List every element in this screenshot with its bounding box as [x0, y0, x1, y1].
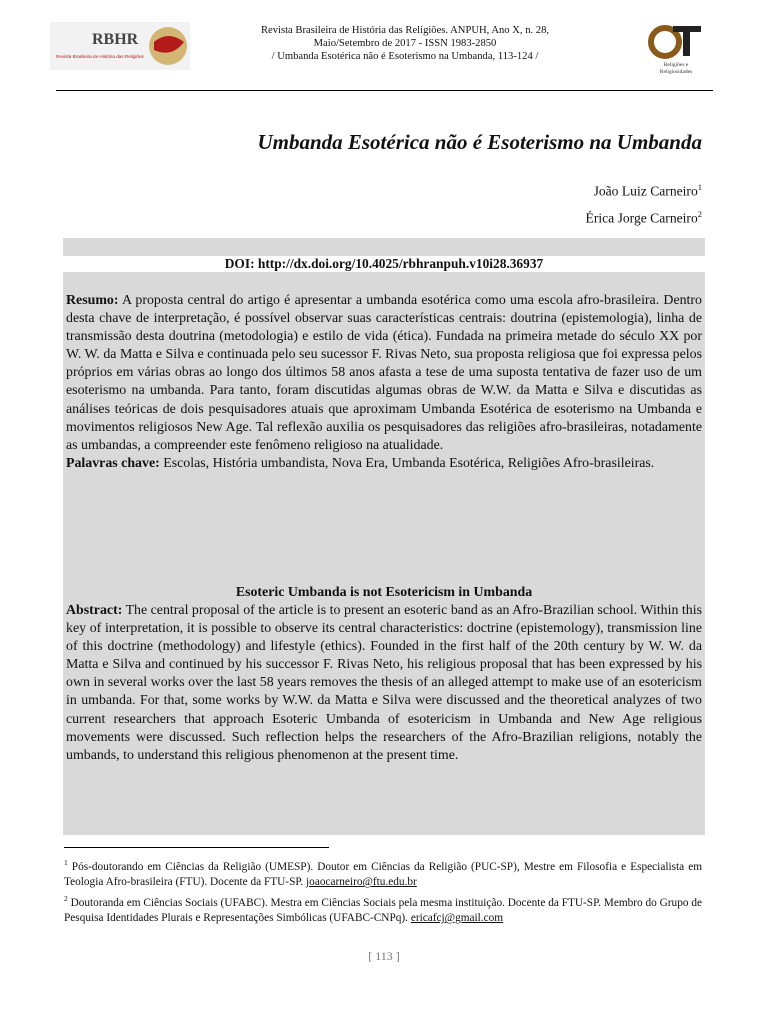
abstract-text: The central proposal of the article is to present an esoteric band as an Afro-Brazilian school. Within this key of interpretation, it is possible to observe its central characteristics: doctrine (epistemology), transmission line of this doctrine (methodology) and lifestyle (ethics). Founded in the first half of the 20th century by W. W. da Matta e Silva and continued by his successor F. Rivas Neto, his religious proposal that has been expressed by his own in several works over the last 58 years removes the thesis of an alleged attempt to make use of an esotericism in umbanda. For that, some works by W.W. da Matta e Silva were discussed and the theoretical analyzes of two current researchers that approach Esoteric Umbanda of esotericism in Umbanda and New Age religious movements were discussed. Such reflection helps the researchers of the Afro-Brazilian religions, notably the umbands, to understand this religious phenomenon at the present time. — [66, 603, 702, 763]
journal-line-3: / Umbanda Esotérica não é Esoterismo na Umbanda, 113-124 / — [271, 51, 539, 62]
footnotes — [64, 855, 702, 927]
svg-text:Religiões e: Religiões e — [663, 62, 689, 68]
svg-text:RBHR: RBHR — [92, 31, 139, 48]
rbhr-logo — [50, 22, 190, 70]
header-rule — [56, 90, 713, 91]
footnote-2: $^2$ Doutoranda em Ciências Sociais (UFABC). Mestra em Ciências Sociais pela mesma instituição. Docente da FTU-SP. Membro do Grupo de Pesquisa Identidades Plurais e Representações Simbólicas (UFABC-CNPq). ericafcj@gmail.com — [64, 893, 702, 925]
author-1: João Luiz Carneiro$^1$ — [593, 182, 702, 199]
article-title: Umbanda Esotérica não é Esoterismo na Umbanda — [257, 130, 702, 154]
footnote-1-email[interactable]: joaocarneiro@ftu.edu.br — [306, 876, 417, 889]
journal-line-1: Revista Brasileira de História das Religiões. ANPUH, Ano X, n. 28, — [260, 25, 550, 36]
page-number: [ 113 ] — [368, 949, 400, 963]
journal-info — [205, 24, 605, 63]
abstract-title: Esoteric Umbanda is not Esotericism in Umbanda — [235, 585, 533, 600]
page-header — [0, 0, 768, 95]
footnote-1: $^1$ Pós-doutorando em Ciências da Religião (UMESP). Doutor em Ciências da Religião (PUC-SP), Mestre em Filosofia e Especialista em Teologia Afro-brasileira (FTU). Docente da FTU-SP. joaocarneiro@ftu.edu.br — [64, 858, 702, 889]
gt-logo — [645, 20, 707, 75]
footnote-2-email[interactable]: ericafcj@gmail.com — [410, 912, 504, 925]
journal-line-2: Maio/Setembro de 2017 - ISSN 1983-2850 — [313, 38, 497, 49]
footnote-rule — [64, 847, 329, 848]
author-2: Érica Jorge Carneiro$^2$ — [585, 208, 702, 226]
svg-text:Religiosidades: Religiosidades — [659, 69, 693, 75]
abstract-box — [63, 238, 705, 835]
author-list — [400, 176, 702, 229]
resumo-section — [66, 292, 702, 473]
svg-text:Revista Brasileira de História: Revista Brasileira de História das Religiões — [56, 54, 144, 59]
keywords-label: Palavras chave: — [66, 455, 160, 471]
abstract-label: Abstract: — [66, 603, 123, 618]
resumo-label: Resumo: — [66, 293, 119, 308]
resumo-text: A proposta central do artigo é apresentar a umbanda esotérica como uma escola afro-brasileira. Dentro desta chave de interpretação, é possível observar suas características centrais: doutrina (epistemologia), linha de transmissão desta doutrina (metodologia) e estilo de vida (ética). Fundada na primeira metade do século XX por W. W. da Matta e Silva e continuada pelo seu sucessor F. Rivas Neto, sua proposta religiosa que foi expressa pelos próprios em várias obras ao longo dos últimos 58 anos afasta a tese de uma suposta tentativa de fazer uso de um esoterismo na umbanda. Para tanto, foram discutidas algumas obras de W.W. da Matta e Silva e discutidas as análises teóricas de dois pesquisadores atuais que aproximam Umbanda Esotérica de esoterismo na Umbanda e movimentos religiosos New Age. Tal reflexão auxilia os pesquisadores das religiões afro-brasileiras, notadamente as umbandas, a compreender este fenômeno religioso na atualidade. — [66, 293, 702, 453]
keywords-text: Escolas, História umbandista, Nova Era, Umbanda Esotérica, Religiões Afro-brasileiras. — [163, 455, 655, 471]
doi-link[interactable]: DOI: http://dx.doi.org/10.4025/rbhranpuh.v10i28.36937 — [63, 256, 705, 272]
abstract-section — [66, 602, 702, 765]
